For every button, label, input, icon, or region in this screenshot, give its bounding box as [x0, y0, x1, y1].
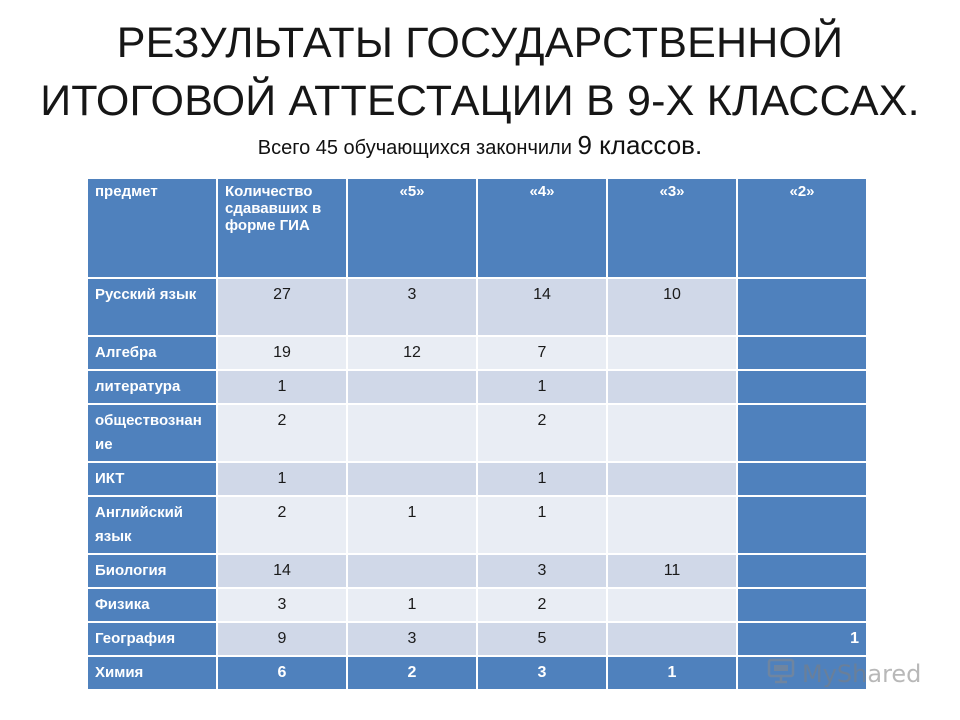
row-count: 14: [217, 554, 347, 588]
header-grade-3: «3»: [607, 178, 737, 278]
row-subject: Английский язык: [87, 496, 217, 554]
row-grade-2: [737, 554, 867, 588]
row-count: 2: [217, 404, 347, 462]
presentation-icon: [766, 657, 796, 690]
table-row: [87, 554, 867, 588]
row-grade-4: 7: [477, 336, 607, 370]
results-table: [86, 177, 868, 691]
row-grade-4: 2: [477, 404, 607, 462]
row-grade-5: [347, 404, 477, 462]
table-row: [87, 278, 867, 336]
row-grade-3: [607, 622, 737, 656]
row-grade-5: [347, 554, 477, 588]
row-grade-2: 1: [737, 622, 867, 656]
row-count: 6: [217, 656, 347, 690]
row-subject: обществознание: [87, 404, 217, 462]
row-grade-3: 1: [607, 656, 737, 690]
row-grade-2: [737, 404, 867, 462]
subtitle-emphasis: 9 классов.: [577, 130, 703, 160]
row-grade-2: [737, 588, 867, 622]
header-grade-4: «4»: [477, 178, 607, 278]
row-grade-3: 10: [607, 278, 737, 336]
row-grade-2: [737, 496, 867, 554]
row-subject: География: [87, 622, 217, 656]
row-grade-3: [607, 496, 737, 554]
subtitle-text: Всего 45 обучающихся закончили: [257, 137, 578, 159]
table-row: [87, 656, 867, 690]
row-grade-4: 2: [477, 588, 607, 622]
row-count: 9: [217, 622, 347, 656]
table-row: [87, 622, 867, 656]
row-subject: Химия: [87, 656, 217, 690]
row-grade-3: [607, 404, 737, 462]
table-row: [87, 496, 867, 554]
row-grade-4: 1: [477, 496, 607, 554]
watermark: [766, 657, 921, 690]
row-grade-3: [607, 462, 737, 496]
table-row: [87, 404, 867, 462]
row-subject: Биология: [87, 554, 217, 588]
slide-title-line-1: РЕЗУЛЬТАТЫ ГОСУДАРСТВЕННОЙ: [116, 19, 844, 67]
row-grade-5: 12: [347, 336, 477, 370]
row-count: 3: [217, 588, 347, 622]
slide-subtitle: [0, 130, 960, 161]
row-subject: литература: [87, 370, 217, 404]
row-grade-5: 1: [347, 588, 477, 622]
row-grade-2: [737, 336, 867, 370]
row-grade-4: 14: [477, 278, 607, 336]
row-grade-3: [607, 370, 737, 404]
table-row: [87, 462, 867, 496]
row-grade-5: [347, 370, 477, 404]
slide-title: [0, 14, 960, 130]
row-grade-3: 11: [607, 554, 737, 588]
header-subject: предмет: [87, 178, 217, 278]
row-grade-2: [737, 462, 867, 496]
row-count: 19: [217, 336, 347, 370]
table-header-row: [87, 178, 867, 278]
slide-title-line-2: ИТОГОВОЙ АТТЕСТАЦИИ В 9-Х КЛАССАХ.: [40, 77, 920, 125]
row-grade-2: [737, 278, 867, 336]
row-subject: Физика: [87, 588, 217, 622]
header-grade-2: «2»: [737, 178, 867, 278]
row-subject: Алгебра: [87, 336, 217, 370]
row-grade-4: 3: [477, 554, 607, 588]
row-count: 1: [217, 462, 347, 496]
row-grade-4: 1: [477, 462, 607, 496]
table-row: [87, 336, 867, 370]
row-grade-4: 5: [477, 622, 607, 656]
table-row: [87, 588, 867, 622]
table-row: [87, 370, 867, 404]
row-grade-5: 2: [347, 656, 477, 690]
row-grade-4: 1: [477, 370, 607, 404]
row-grade-5: 1: [347, 496, 477, 554]
row-count: 2: [217, 496, 347, 554]
row-subject: Русский язык: [87, 278, 217, 336]
row-grade-5: 3: [347, 278, 477, 336]
row-grade-3: [607, 588, 737, 622]
row-subject: ИКТ: [87, 462, 217, 496]
row-grade-3: [607, 336, 737, 370]
row-count: 27: [217, 278, 347, 336]
row-grade-4: 3: [477, 656, 607, 690]
row-count: 1: [217, 370, 347, 404]
header-grade-5: «5»: [347, 178, 477, 278]
row-grade-5: [347, 462, 477, 496]
row-grade-5: 3: [347, 622, 477, 656]
header-count: Количество сдававших в форме ГИА: [217, 178, 347, 278]
row-grade-2: [737, 370, 867, 404]
watermark-text: MyShared: [802, 659, 922, 688]
